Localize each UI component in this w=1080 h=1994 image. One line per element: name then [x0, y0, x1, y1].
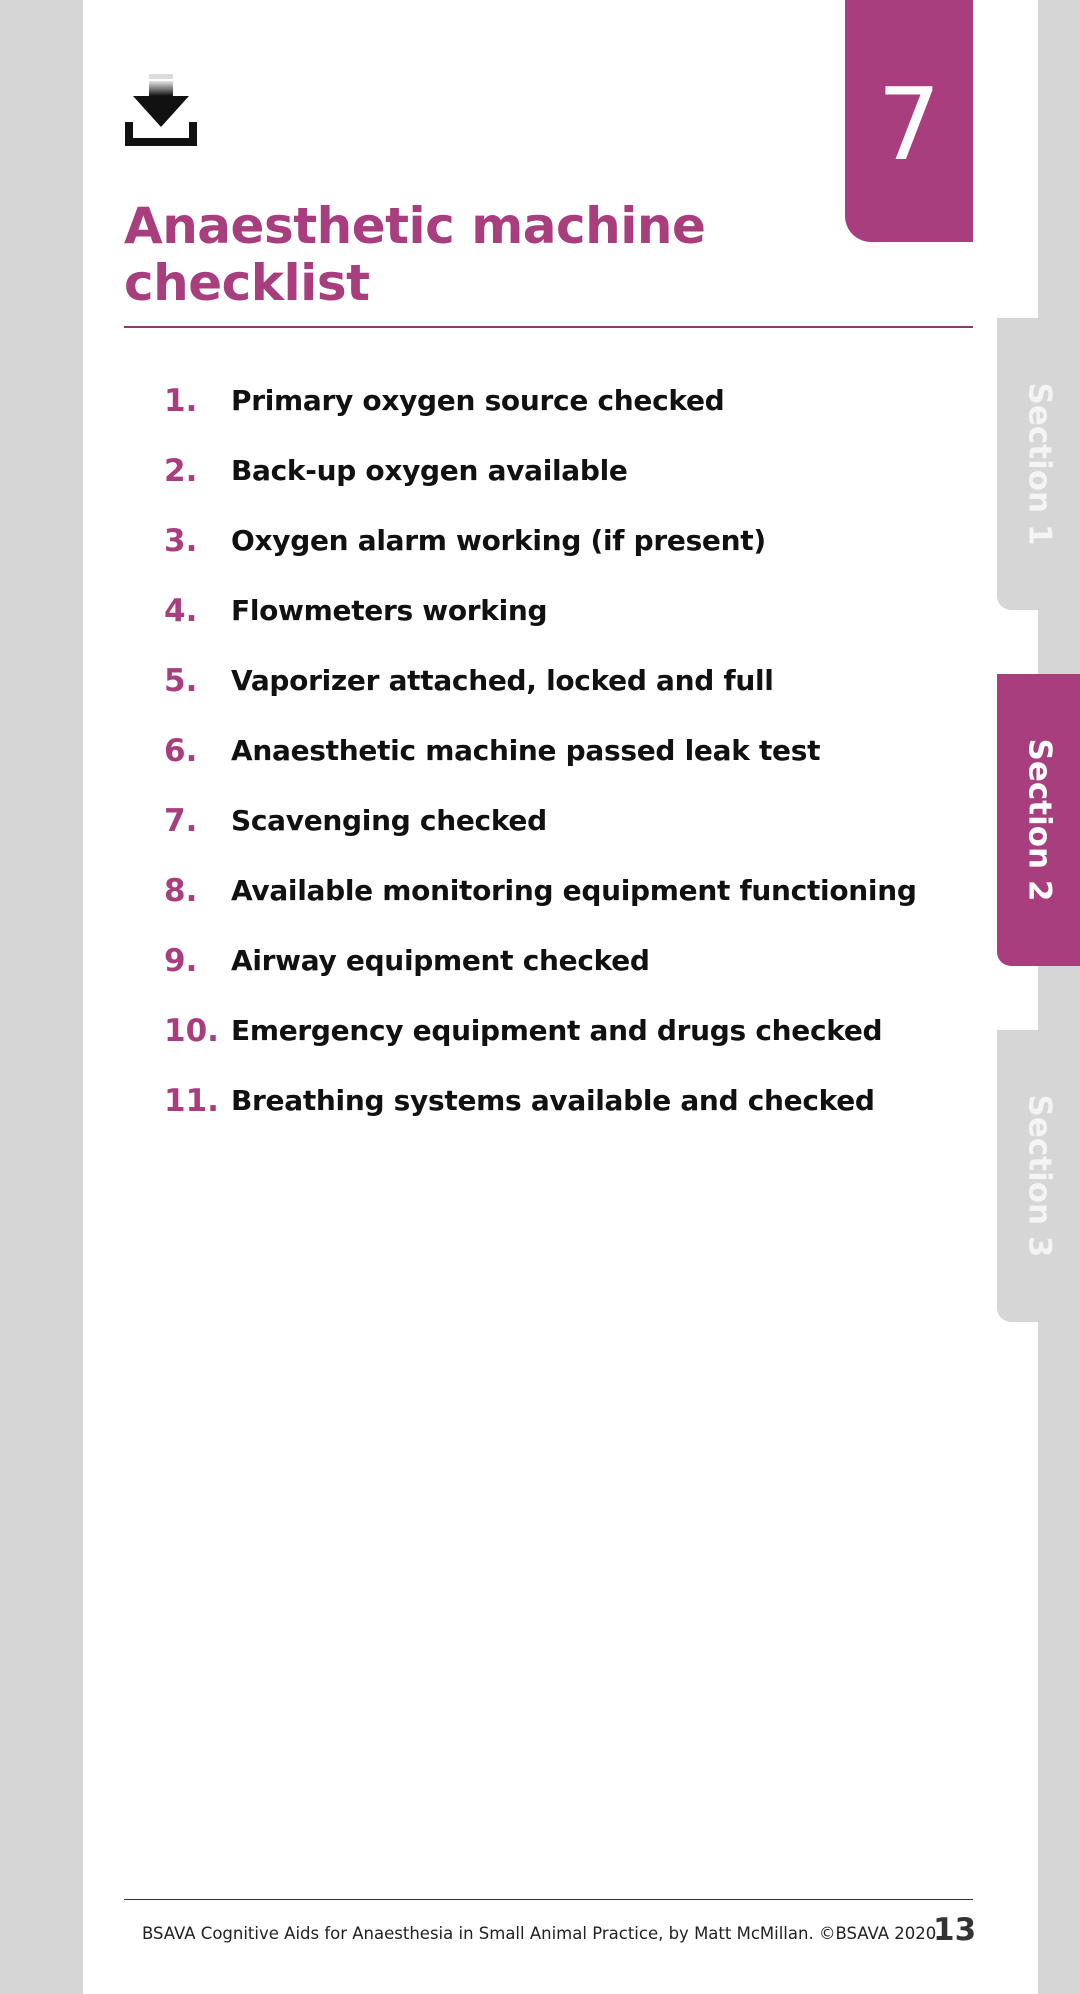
item-text: Scavenging checked: [231, 804, 547, 837]
chapter-number-tab: [845, 0, 973, 242]
checklist: [164, 378, 917, 1148]
checklist-item: [164, 798, 917, 868]
item-text: Available monitoring equipment functioning: [231, 874, 917, 907]
item-number: 3.: [164, 523, 198, 559]
section-tab-label: Section 3: [1021, 1094, 1057, 1258]
checklist-item: [164, 728, 917, 798]
item-number: 4.: [164, 593, 198, 629]
item-number: 8.: [164, 873, 198, 909]
download-icon[interactable]: [125, 72, 197, 146]
item-text: Back-up oxygen available: [231, 454, 628, 487]
item-number: 5.: [164, 663, 198, 699]
checklist-item: [164, 658, 917, 728]
item-text: Emergency equipment and drugs checked: [231, 1014, 883, 1047]
item-text: Flowmeters working: [231, 594, 548, 627]
checklist-item: [164, 448, 917, 518]
item-text: Primary oxygen source checked: [231, 384, 725, 417]
footer-citation: BSAVA Cognitive Aids for Anaesthesia in Small Animal Practice, by Matt McMillan. ©BSAVA 2020: [142, 1924, 937, 1943]
item-text: Vaporizer attached, locked and full: [231, 664, 774, 697]
document-page: [83, 0, 1038, 1994]
checklist-item: [164, 378, 917, 448]
item-number: 11.: [164, 1083, 219, 1119]
item-number: 10.: [164, 1013, 219, 1049]
item-number: 2.: [164, 453, 198, 489]
checklist-item: [164, 868, 917, 938]
item-text: Oxygen alarm working (if present): [231, 524, 766, 557]
item-text: Breathing systems available and checked: [231, 1084, 875, 1117]
page-title: Anaesthetic machine checklist: [124, 197, 706, 312]
checklist-item: [164, 1078, 917, 1148]
item-number: 1.: [164, 383, 198, 419]
title-divider: [124, 326, 973, 328]
checklist-item: [164, 588, 917, 658]
section-tab-2[interactable]: [997, 674, 1080, 966]
item-number: 7.: [164, 803, 198, 839]
section-tab-3[interactable]: [997, 1030, 1080, 1322]
checklist-item: [164, 1008, 917, 1078]
checklist-item: [164, 518, 917, 588]
footer-divider: [124, 1899, 973, 1900]
chapter-number: 7: [877, 66, 941, 183]
section-tab-1[interactable]: [997, 318, 1080, 610]
section-tab-label: Section 1: [1021, 382, 1057, 546]
checklist-item: [164, 938, 917, 1008]
item-text: Anaesthetic machine passed leak test: [231, 734, 821, 767]
section-tab-label: Section 2: [1021, 738, 1057, 902]
page-number: 13: [933, 1912, 977, 1948]
item-text: Airway equipment checked: [231, 944, 650, 977]
item-number: 9.: [164, 943, 198, 979]
item-number: 6.: [164, 733, 198, 769]
